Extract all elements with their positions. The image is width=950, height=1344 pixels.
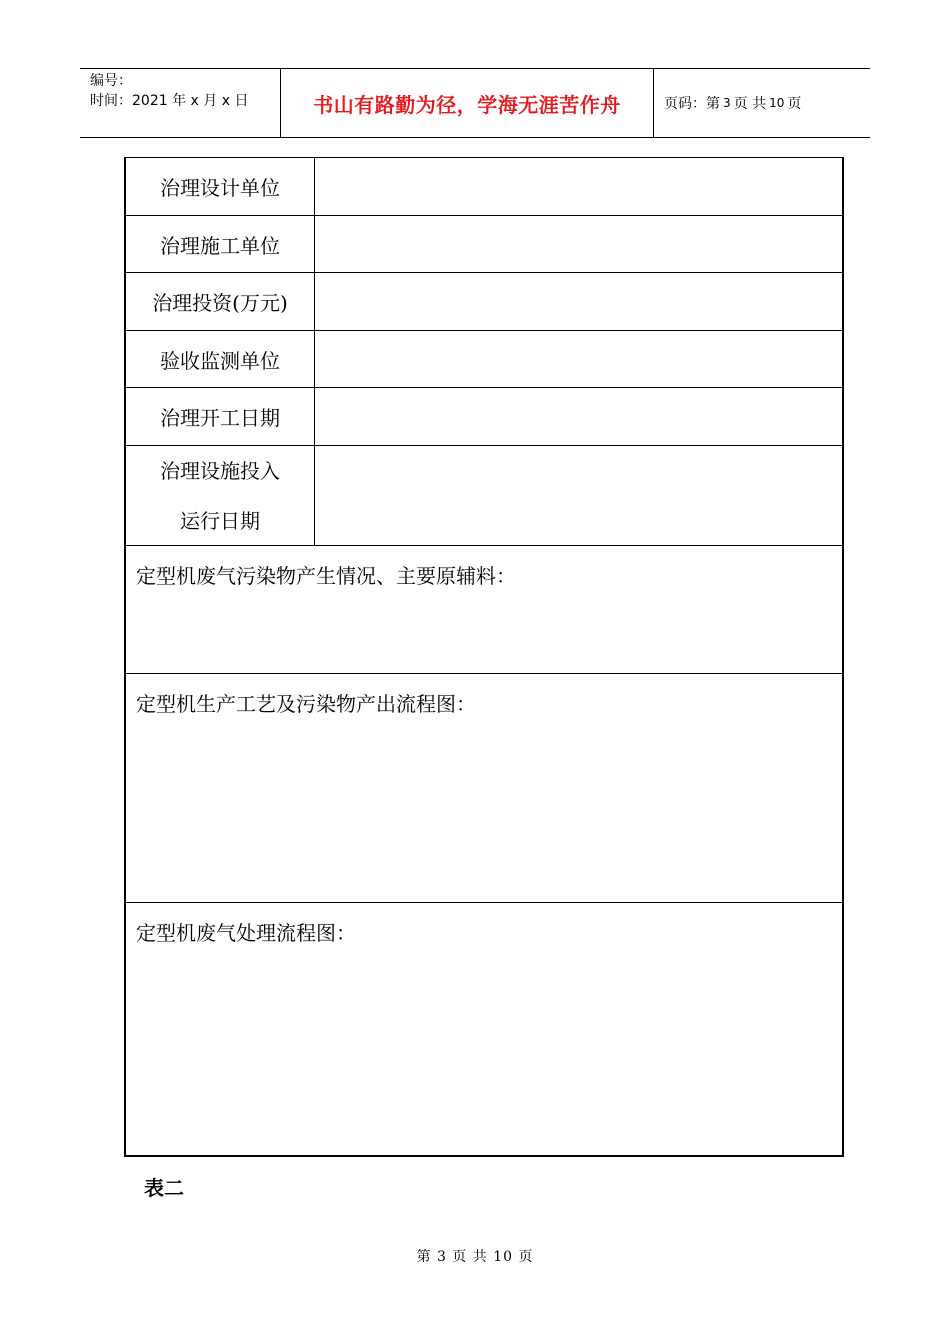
block-label-pollutant-materials: 定型机废气污染物产生情况、主要原辅料： (136, 564, 516, 588)
value-cell-design-unit[interactable] (315, 158, 842, 215)
row-label-operation-date-line1: 治理设施投入 (160, 458, 280, 483)
table-row (126, 216, 842, 273)
table-row (126, 388, 842, 446)
row-label-operation-date (126, 446, 315, 545)
page-header (80, 68, 870, 138)
page-prefix: 页码：第 (664, 96, 720, 112)
value-cell-investment[interactable] (315, 273, 842, 330)
document-number-label: 编号： (90, 73, 132, 89)
value-cell-operation-date[interactable] (315, 446, 842, 545)
row-label-construction-unit: 治理施工单位 (126, 216, 315, 272)
page-suffix: 页 (787, 96, 802, 112)
block-treatment-flowchart[interactable] (126, 903, 842, 1156)
table-row (126, 158, 842, 216)
row-label-monitoring-unit: 验收监测单位 (126, 331, 315, 387)
value-cell-monitoring-unit[interactable] (315, 331, 842, 387)
block-process-flowchart[interactable] (126, 674, 842, 903)
table-row (126, 446, 842, 546)
header-page-number (654, 69, 870, 137)
table-row (126, 331, 842, 388)
page-mid: 页 共 (733, 96, 767, 112)
row-label-start-date: 治理开工日期 (126, 388, 315, 445)
block-label-treatment-flowchart: 定型机废气处理流程图： (136, 921, 356, 945)
row-label-investment: 治理投资(万元) (126, 273, 315, 330)
value-cell-construction-unit[interactable] (315, 216, 842, 272)
header-motto: 书山有路勤为径，学海无涯苦作舟 (281, 69, 654, 137)
block-pollutant-materials[interactable] (126, 546, 842, 674)
row-label-design-unit: 治理设计单位 (126, 158, 315, 215)
table-caption: 表二 (144, 1176, 184, 1200)
page-current: 3 (723, 96, 731, 110)
page-footer: 第 3 页 共 10 页 (416, 1249, 534, 1265)
row-label-operation-date-line2: 运行日期 (180, 508, 260, 533)
table-row (126, 273, 842, 331)
document-date: 时间：2021 年 x 月 x 日 (90, 93, 249, 109)
page-total: 10 (769, 96, 785, 110)
block-label-process-flowchart: 定型机生产工艺及污染物产出流程图： (136, 692, 476, 716)
header-meta (80, 69, 281, 137)
value-cell-start-date[interactable] (315, 388, 842, 445)
treatment-info-table (124, 157, 844, 1157)
